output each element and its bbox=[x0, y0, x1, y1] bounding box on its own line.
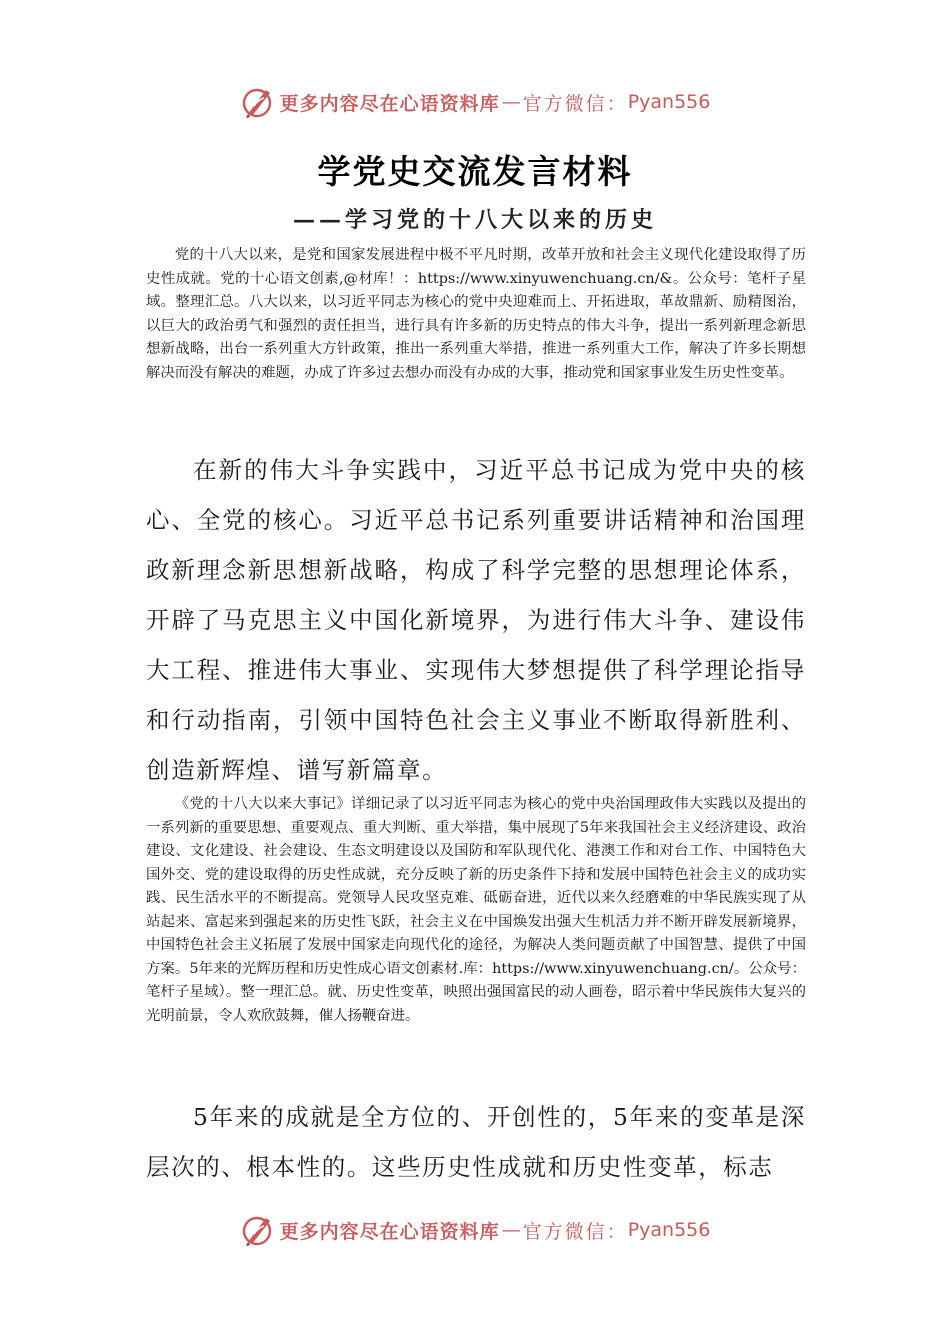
pen-circle-logo-icon bbox=[240, 84, 276, 120]
banner-separator: — bbox=[501, 91, 521, 113]
paragraph-chronicle: 《党的十八大以来大事记》详细记录了以习近平同志为核心的党中央治国理政伟大实践以及提出的一系列新的重要思想、重要观点、重大判断、重大举措，集中展现了5年来我国社会主义经济建设、政治建设、文化建设、社会建设、生态文明建设以及国防和军队现代化、港澳工作和对台工作、中国特色大国外交、党的建设取得的历史性成就，充分反映了新的历史条件下持和发展中国特色社会主义的成功实践、民生活水平的不断提高。党领导人民攻坚克难、砥砺奋进，近代以来久经磨难的中华民族实现了从站起来、富起来到强起来的历史性飞跃，社会主义在中国焕发出强大生机活力并不断开辟发展新境界，中国特色社会主义拓展了发展中国家走向现代化的途径，为解决人类问题贡献了中国智慧、提供了中国方案。5年来的光辉历程和历史性成心语文创素材.库：https://www.xinyuwenchuang.cn/。公众号：笔杆子星域）。整一理汇总。就、历史性变革，映照出强国富民的动人画卷，昭示着中华民族伟大复兴的光明前景，令人欢欣鼓舞，催人扬鞭奋进。 bbox=[146, 796, 806, 1024]
banner-wechat-label: 官方微信： bbox=[522, 92, 628, 115]
footer-banner bbox=[0, 1210, 950, 1250]
paragraph-core: 在新的伟大斗争实践中，习近平总书记成为党中央的核心、全党的核心。习近平总书记系列重要讲话精神和治国理政新理念新思想新战略，构成了科学完整的思想理论体系，开辟了马克思主义中国化新境界，为进行伟大斗争、建设伟大工程、推进伟大事业、实现伟大梦想提供了科学理论指导和行动指南，引领中国特色社会主义事业不断取得新胜利、创造新辉煌、谱写新篇章。 bbox=[146, 456, 806, 784]
banner-wechat-id: Pyan556 bbox=[627, 1219, 711, 1241]
document-subtitle: ——学习党的十八大以来的历史 bbox=[292, 207, 657, 233]
banner-wechat-label: 官方微信： bbox=[522, 1220, 628, 1243]
banner-separator: — bbox=[501, 1219, 521, 1241]
banner-brand-text: 更多内容尽在心语资料库 bbox=[279, 1220, 500, 1243]
paragraph-intro: 党的十八大以来，是党和国家发展进程中极不平凡时期，改革开放和社会主义现代化建设取得了历史性成就。党的十心语文创素,@材库！：https://www.xinyuwenchuang.cn/&。公众号：笔杆子星域。整理汇总。八大以来，以习近平同志为核心的党中央迎难而上、开拓进取，革故鼎新、励精图治，以巨大的政治勇气和强烈的责任担当，进行具有许多新的历史特点的伟大斗争，提出一系列新理念新思想新战略，出台一系列重大方针政策，推出一系列重大举措，推进一系列重大工作，解决了许多长期想解决而没有解决的难题，办成了许多过去想办而没有办成的大事，推动党和国家事业发生历史性变革。 bbox=[146, 247, 806, 381]
banner-brand-text: 更多内容尽在心语资料库 bbox=[279, 92, 500, 115]
paragraph-achievements: 5年来的成就是全方位的、开创性的，5年来的变革是深层次的、根本性的。这些历史性成就和历史性变革，标志 bbox=[146, 1103, 806, 1181]
pen-circle-logo-icon bbox=[240, 1212, 276, 1248]
document-title: 学党史交流发言材料 bbox=[317, 152, 633, 191]
banner-wechat-id: Pyan556 bbox=[627, 91, 711, 113]
header-banner bbox=[0, 82, 950, 122]
